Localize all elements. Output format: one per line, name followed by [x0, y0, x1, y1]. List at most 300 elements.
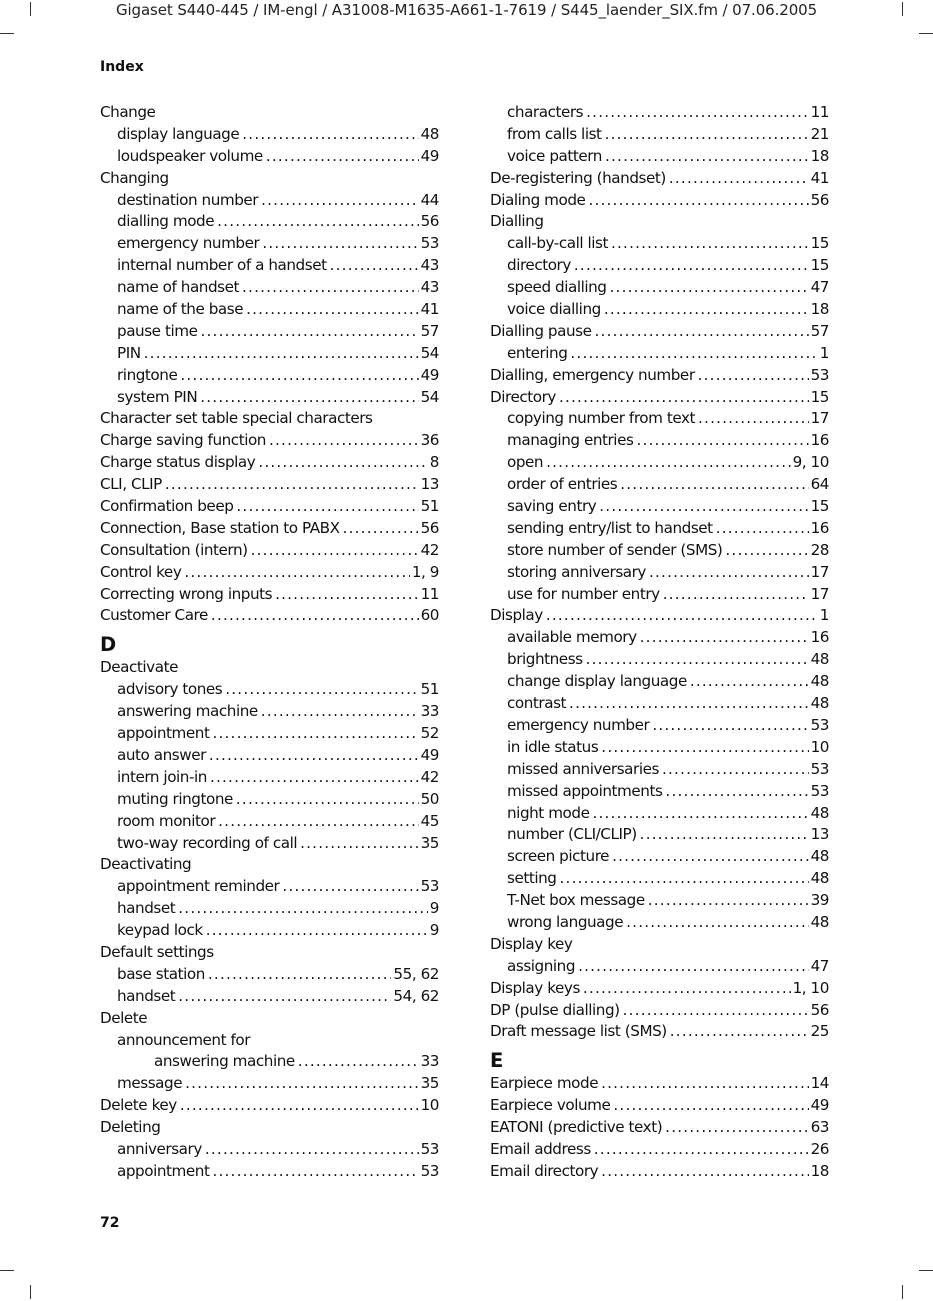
page-reference: 54 [420, 343, 439, 362]
index-term: two-way recording of call [117, 833, 298, 852]
dot-leader [640, 627, 809, 649]
page-reference: 48 [810, 650, 829, 669]
index-entry [100, 767, 439, 789]
page-reference: 17 [810, 562, 829, 581]
dot-leader [620, 474, 808, 496]
page-reference: 63 [810, 1118, 829, 1137]
index-column-right [490, 102, 829, 1183]
index-term: Dialling, emergency number [490, 365, 695, 384]
index-term: wrong language [507, 912, 624, 931]
index-entry [100, 920, 439, 942]
index-term: Dialing mode [490, 190, 586, 209]
index-term: managing entries [507, 431, 634, 450]
dot-leader [592, 803, 808, 825]
dot-leader [605, 146, 809, 168]
page-reference: 15 [810, 497, 829, 516]
index-entry [100, 1117, 439, 1139]
index-term: appointment [117, 1161, 210, 1180]
index-entry [100, 605, 439, 627]
index-entry [490, 978, 829, 1000]
page-reference: 49 [810, 1096, 829, 1115]
dot-leader [604, 299, 809, 321]
index-term: answering machine [117, 702, 258, 721]
dot-leader [185, 1073, 418, 1095]
page-reference: 36 [420, 431, 439, 450]
dot-leader [601, 1161, 808, 1183]
index-entry [100, 745, 439, 767]
index-entry [490, 715, 829, 737]
index-term: storing anniversary [507, 562, 646, 581]
index-entry [100, 540, 439, 562]
page-reference: 35 [420, 833, 439, 852]
dot-leader [578, 956, 809, 978]
index-entry [100, 679, 439, 701]
page-reference: 56 [420, 212, 439, 231]
index-term: anniversary [117, 1139, 202, 1158]
dot-leader [594, 1139, 809, 1161]
page-reference: 33 [420, 1052, 439, 1071]
page-reference: 48 [420, 124, 439, 143]
crop-mark [30, 1285, 31, 1299]
page-reference: 49 [420, 745, 439, 764]
page-reference: 56 [420, 518, 439, 537]
index-term: dialling mode [117, 212, 215, 231]
index-entry [100, 789, 439, 811]
page-reference: 60 [420, 606, 439, 625]
index-entry [100, 102, 439, 124]
index-term: Confirmation beep [100, 497, 234, 516]
page-reference: 51 [420, 680, 439, 699]
dot-leader [211, 605, 419, 627]
index-entry [100, 190, 439, 212]
index-entry [100, 277, 439, 299]
index-term: Character set table special characters [100, 409, 373, 428]
page-reference: 9 [429, 899, 439, 918]
index-term: name of handset [117, 278, 240, 297]
page-reference: 53 [810, 781, 829, 800]
index-term: keypad lock [117, 921, 203, 940]
crop-mark [919, 1270, 933, 1271]
index-term: loudspeaker volume [117, 146, 263, 165]
dot-leader [261, 701, 419, 723]
index-entry [100, 986, 439, 1008]
page-reference: 44 [420, 190, 439, 209]
dot-leader [208, 964, 391, 986]
page-reference: 10 [810, 737, 829, 756]
dot-leader [690, 671, 809, 693]
index-term: Control key [100, 562, 182, 581]
index-term: in idle status [507, 737, 599, 756]
index-entry [100, 518, 439, 540]
index-entry [100, 584, 439, 606]
dot-leader [559, 387, 809, 409]
index-entry [100, 496, 439, 518]
index-term: Deactivating [100, 855, 192, 874]
index-term: store number of sender (SMS) [507, 540, 723, 559]
page-reference: 13 [420, 475, 439, 494]
index-term: answering machine [154, 1052, 295, 1071]
index-entry [100, 146, 439, 168]
index-entry [100, 1161, 439, 1183]
index-entry [490, 824, 829, 846]
index-entry [100, 1030, 439, 1052]
index-entry [100, 430, 439, 452]
dot-leader [599, 496, 808, 518]
dot-leader [298, 1051, 419, 1073]
index-entry [100, 1073, 439, 1095]
page-reference: 8 [429, 453, 439, 472]
dot-leader [611, 233, 809, 255]
index-term: contrast [507, 694, 567, 713]
page-reference: 11 [420, 584, 439, 603]
index-entry [100, 321, 439, 343]
index-entry [490, 496, 829, 518]
index-term: handset [117, 899, 176, 918]
dot-leader [209, 745, 419, 767]
page-reference: 53 [420, 877, 439, 896]
page-reference: 17 [810, 584, 829, 603]
index-entry [100, 811, 439, 833]
index-term: destination number [117, 190, 259, 209]
page-reference: 1 [819, 343, 829, 362]
dot-leader [546, 605, 818, 627]
index-term: sending entry/list to handset [507, 518, 713, 537]
index-term: Dialling [490, 212, 544, 231]
page-reference: 10 [420, 1096, 439, 1115]
dot-leader [569, 693, 809, 715]
index-entry [100, 1008, 439, 1030]
dot-leader [330, 255, 419, 277]
index-term: missed anniversaries [507, 759, 659, 778]
index-term: Delete [100, 1008, 148, 1027]
page-reference: 13 [810, 825, 829, 844]
dot-leader [601, 737, 808, 759]
dot-leader [670, 1021, 809, 1043]
dot-leader [725, 540, 808, 562]
index-entry [490, 890, 829, 912]
dot-leader [242, 277, 419, 299]
page-reference: 16 [810, 431, 829, 450]
dot-leader [610, 277, 809, 299]
dot-leader [665, 781, 808, 803]
index-term: directory [507, 256, 571, 275]
page-reference: 48 [810, 912, 829, 931]
crop-mark [902, 1285, 903, 1299]
index-entry [490, 868, 829, 890]
page-reference: 57 [420, 321, 439, 340]
index-term: muting ringtone [117, 789, 233, 808]
dot-leader [246, 299, 418, 321]
page-reference: 26 [810, 1139, 829, 1158]
dot-leader [236, 496, 418, 518]
dot-leader [546, 452, 790, 474]
dot-leader [698, 365, 809, 387]
index-term: screen picture [507, 847, 610, 866]
index-term: voice pattern [507, 146, 602, 165]
page-reference: 47 [810, 956, 829, 975]
index-term: Earpiece volume [490, 1096, 611, 1115]
index-entry [490, 759, 829, 781]
page-reference: 52 [420, 724, 439, 743]
index-entry [490, 124, 829, 146]
index-entry [490, 168, 829, 190]
index-entry [100, 365, 439, 387]
page-reference: 15 [810, 256, 829, 275]
index-entry [100, 1051, 439, 1073]
dot-leader [184, 562, 409, 584]
index-entry [490, 912, 829, 934]
index-term: Correcting wrong inputs [100, 584, 273, 603]
page-reference: 33 [420, 702, 439, 721]
page-reference: 42 [420, 540, 439, 559]
index-entry [100, 124, 439, 146]
index-entry [490, 934, 829, 956]
page-reference: 1, 10 [792, 978, 829, 997]
index-term: announcement for [117, 1030, 251, 1049]
index-entry [490, 1095, 829, 1117]
page-reference: 48 [810, 803, 829, 822]
index-entry [100, 211, 439, 233]
page-number: 72 [100, 1215, 120, 1231]
dot-leader [669, 168, 809, 190]
dot-leader [583, 978, 791, 1000]
page-reference: 64 [810, 475, 829, 494]
page-reference: 53 [810, 759, 829, 778]
page-reference: 49 [420, 365, 439, 384]
dot-leader [269, 430, 419, 452]
index-term: Change [100, 103, 156, 121]
dot-leader [648, 890, 809, 912]
page-reference: 1 [819, 606, 829, 625]
index-entry [490, 343, 829, 365]
index-entry [490, 1000, 829, 1022]
crop-mark [919, 33, 933, 34]
dot-leader [258, 452, 427, 474]
index-entry [490, 299, 829, 321]
dot-leader [236, 789, 419, 811]
index-entry [490, 584, 829, 606]
dot-leader [343, 518, 419, 540]
page-reference: 15 [810, 234, 829, 253]
index-entry [490, 321, 829, 343]
index-term: number (CLI/CLIP) [507, 825, 637, 844]
index-entry [490, 233, 829, 255]
index-entry [100, 1095, 439, 1117]
index-entry [490, 387, 829, 409]
index-term: Connection, Base station to PABX [100, 518, 340, 537]
index-entry [100, 701, 439, 723]
index-entry [490, 1021, 829, 1043]
dot-leader [570, 343, 817, 365]
index-term: advisory tones [117, 680, 223, 699]
dot-leader [588, 190, 808, 212]
index-entry [100, 898, 439, 920]
index-term: Display key [490, 934, 573, 953]
dot-leader [662, 759, 809, 781]
page-reference: 41 [810, 168, 829, 187]
index-entry [490, 255, 829, 277]
dot-leader [613, 1095, 808, 1117]
index-entry [100, 942, 439, 964]
index-entry [100, 833, 439, 855]
dot-leader [262, 233, 418, 255]
index-entry [490, 693, 829, 715]
index-term: De-registering (handset) [490, 168, 666, 187]
index-entry [490, 1161, 829, 1183]
dot-leader [612, 846, 809, 868]
index-term: open [507, 453, 544, 472]
index-entry [100, 854, 439, 876]
page-reference: 47 [810, 278, 829, 297]
dot-leader [663, 584, 809, 606]
index-entry [100, 299, 439, 321]
dot-leader [574, 255, 809, 277]
page-reference: 53 [420, 1139, 439, 1158]
page-reference: 17 [810, 409, 829, 428]
index-entry [100, 562, 439, 584]
index-term: appointment reminder [117, 877, 280, 896]
index-term: T-Net box message [507, 891, 645, 910]
dot-leader [225, 679, 418, 701]
index-term: Dialling pause [490, 321, 592, 340]
index-entry [490, 430, 829, 452]
index-entry [490, 408, 829, 430]
page-reference: 45 [420, 811, 439, 830]
index-term: DP (pulse dialling) [490, 1000, 620, 1019]
page-reference: 35 [420, 1074, 439, 1093]
index-entry [490, 474, 829, 496]
dot-leader [605, 124, 809, 146]
page-reference: 55, 62 [393, 964, 439, 983]
page-reference: 18 [810, 146, 829, 165]
index-term: Earpiece mode [490, 1074, 599, 1093]
index-entry [490, 627, 829, 649]
index-term: auto answer [117, 745, 206, 764]
section-title: Index [100, 59, 144, 75]
index-entry [490, 803, 829, 825]
document-header: Gigaset S440-445 / IM-engl / A31008-M1635-A661-1-7619 / S445_laender_SIX.fm / 07.06.2005 [115, 1, 818, 19]
dot-leader [165, 474, 419, 496]
index-term: entering [507, 343, 568, 362]
dot-leader [623, 1000, 809, 1022]
dot-leader [200, 387, 418, 409]
index-term: message [117, 1074, 183, 1093]
index-term: from calls list [507, 124, 602, 143]
page-reference: 54 [420, 387, 439, 406]
dot-leader [586, 649, 809, 671]
index-entry [490, 737, 829, 759]
index-entry [490, 277, 829, 299]
index-entry [100, 657, 439, 679]
page-reference: 25 [810, 1022, 829, 1041]
index-term: order of entries [507, 475, 618, 494]
index-term: Display keys [490, 978, 580, 997]
index-entry [490, 518, 829, 540]
page-reference: 54, 62 [393, 986, 439, 1005]
index-entry [100, 452, 439, 474]
page-reference: 16 [810, 518, 829, 537]
index-term: saving entry [507, 497, 597, 516]
page-reference: 56 [810, 190, 829, 209]
index-term: name of the base [117, 300, 244, 319]
dot-leader [698, 408, 809, 430]
index-entry [490, 1117, 829, 1139]
dot-leader [665, 1117, 808, 1139]
page-reference: 56 [810, 1000, 829, 1019]
index-term: Draft message list (SMS) [490, 1022, 667, 1041]
page-reference: 51 [420, 497, 439, 516]
index-entry [100, 876, 439, 898]
index-letter-heading: E [490, 1049, 504, 1073]
dot-leader [300, 833, 418, 855]
page-reference: 50 [420, 789, 439, 808]
dot-leader [180, 1095, 419, 1117]
dot-leader [282, 876, 418, 898]
index-term: appointment [117, 724, 210, 743]
index-term: call-by-call list [507, 234, 608, 253]
page-reference: 53 [810, 715, 829, 734]
index-term: Charge saving function [100, 431, 266, 450]
dot-leader [652, 715, 808, 737]
crop-mark [0, 33, 14, 34]
index-term: room monitor [117, 811, 216, 830]
index-term: voice dialling [507, 300, 601, 319]
page-reference: 15 [810, 387, 829, 406]
index-entry [100, 1139, 439, 1161]
index-term: ringtone [117, 365, 178, 384]
dot-leader [261, 190, 418, 212]
page-reference: 1, 9 [411, 562, 439, 581]
index-term: use for number entry [507, 584, 660, 603]
index-term: copying number from text [507, 409, 696, 428]
page-reference: 14 [810, 1074, 829, 1093]
dot-leader [212, 723, 418, 745]
page-reference: 18 [810, 1161, 829, 1180]
index-entry [490, 1139, 829, 1161]
index-term: Email address [490, 1139, 591, 1158]
index-term: missed appointments [507, 781, 663, 800]
index-term: characters [507, 103, 584, 121]
page-reference: 18 [810, 300, 829, 319]
page-reference: 16 [810, 628, 829, 647]
dot-leader [251, 540, 419, 562]
index-entry [490, 540, 829, 562]
index-entry [100, 964, 439, 986]
index-term: change display language [507, 672, 687, 691]
index-term: Delete key [100, 1096, 177, 1115]
page-reference: 28 [810, 540, 829, 559]
page-reference: 48 [810, 869, 829, 888]
dot-leader [626, 912, 808, 934]
dot-leader [716, 518, 809, 540]
index-term: display language [117, 124, 240, 143]
index-entry [100, 387, 439, 409]
index-entry [100, 168, 439, 190]
dot-leader [266, 146, 419, 168]
index-entry [490, 211, 829, 233]
index-entry [100, 723, 439, 745]
index-entry [490, 956, 829, 978]
page-reference: 9, 10 [792, 453, 829, 472]
index-term: Consultation (intern) [100, 540, 248, 559]
page-reference: 43 [420, 256, 439, 275]
index-term: PIN [117, 343, 141, 362]
index-term: speed dialling [507, 278, 607, 297]
index-term: CLI, CLIP [100, 475, 162, 494]
index-term: EATONI (predictive text) [490, 1118, 663, 1137]
index-term: Deactivate [100, 658, 178, 677]
index-term: pause time [117, 321, 198, 340]
